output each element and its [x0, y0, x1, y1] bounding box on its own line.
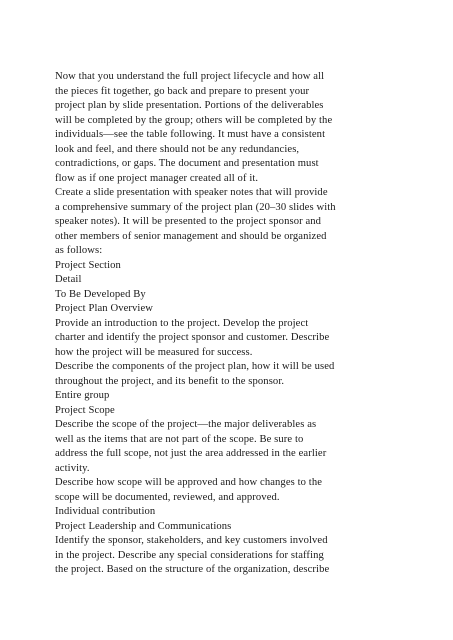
body-line: Describe the scope of the project—the major deliverables as: [55, 419, 317, 430]
body-line: other members of senior management and should be organized: [55, 230, 327, 242]
body-line: address the full scope, not just the area addressed in the earlier: [55, 448, 327, 459]
document-body: [55, 70, 405, 578]
body-line: activity.: [55, 462, 90, 474]
section-heading: Detail: [55, 274, 82, 285]
body-line: throughout the project, and its benefit to the sponsor.: [55, 375, 285, 387]
assignee-label: Entire group: [55, 390, 110, 401]
body-line: charter and identify the project sponsor and customer. Describe: [55, 332, 330, 343]
body-line: the pieces fit together, go back and prepare to present your: [55, 85, 310, 97]
body-line: speaker notes). It will be presented to the project sponsor and: [55, 216, 322, 227]
body-line: look and feel, and there should not be any redundancies,: [55, 143, 300, 155]
assignee-label: Individual contribution: [55, 506, 156, 517]
body-line: contradictions, or gaps. The document and presentation must: [55, 158, 319, 169]
body-line: Now that you understand the full project lifecycle and how all: [55, 71, 325, 82]
table-section-title: Project Leadership and Communications: [55, 520, 232, 532]
body-line: flow as if one project manager created all of it.: [55, 172, 259, 184]
body-line: as follows:: [55, 245, 103, 256]
section-heading: To Be Developed By: [55, 288, 146, 300]
body-line: in the project. Describe any special considerations for staffing: [55, 549, 324, 561]
body-line: Provide an introduction to the project. Develop the project: [55, 317, 309, 329]
body-line: individuals—see the table following. It must have a consistent: [55, 129, 326, 140]
body-line: will be completed by the group; others will be completed by the: [55, 114, 333, 126]
body-line: well as the items that are not part of the scope. Be sure to: [55, 433, 304, 445]
body-line: Identify the sponsor, stakeholders, and key customers involved: [55, 535, 328, 546]
section-heading: Project Section: [55, 259, 121, 271]
body-line: Describe the components of the project plan, how it will be used: [55, 361, 335, 372]
body-line: Describe how scope will be approved and how changes to the: [55, 477, 323, 488]
body-line: Create a slide presentation with speaker notes that will provide: [55, 187, 328, 198]
body-line: a comprehensive summary of the project plan (20–30 slides with: [55, 201, 336, 213]
body-line: scope will be documented, reviewed, and approved.: [55, 491, 280, 503]
body-line: how the project will be measured for success.: [55, 346, 253, 358]
body-line: project plan by slide presentation. Portions of the deliverables: [55, 100, 324, 111]
table-section-title: Project Plan Overview: [55, 303, 154, 314]
body-line: the project. Based on the structure of the organization, describe: [55, 564, 330, 575]
table-section-title: Project Scope: [55, 404, 115, 416]
